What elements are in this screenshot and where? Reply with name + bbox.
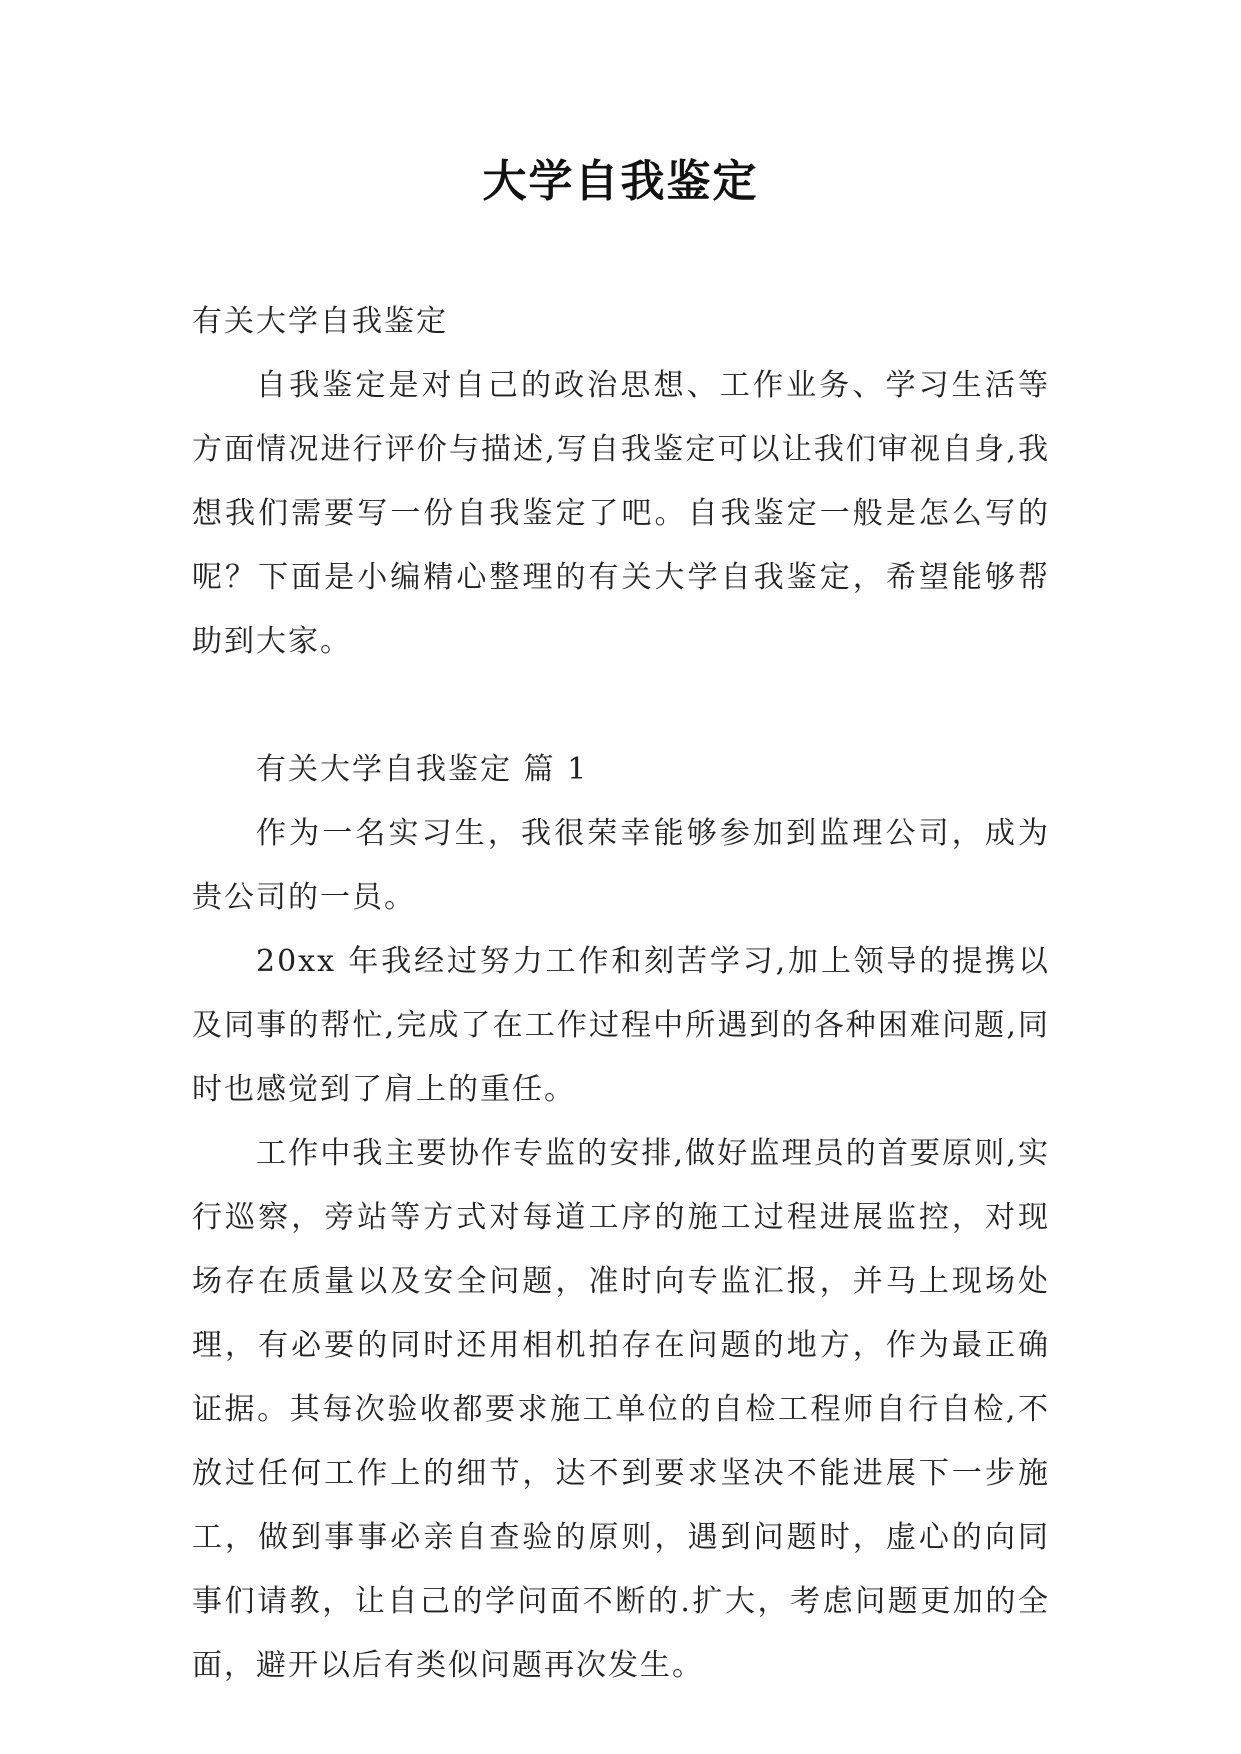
intro-paragraph: 自我鉴定是对自己的政治思想、工作业务、学习生活等方面情况进行评价与描述,写自我鉴定可以让我们审视自身,我想我们需要写一份自我鉴定了吧。自我鉴定一般是怎么写的呢？下面是小编精心整理的有关大学自我鉴定，希望能够帮助到大家。 xyxy=(192,368,1050,659)
body-paragraph: 作为一名实习生，我很荣幸能够参加到监理公司，成为贵公司的一员。 xyxy=(192,816,1050,915)
subtitle: 有关大学自我鉴定 xyxy=(192,304,448,339)
document-body xyxy=(192,290,1050,1698)
body-paragraph: 20xx 年我经过努力工作和刻苦学习,加上领导的提携以及同事的帮忙,完成了在工作过程中所遇到的各种困难问题,同时也感觉到了肩上的重任。 xyxy=(192,944,1050,1107)
section-spacer xyxy=(192,674,1050,738)
document-title: 大学自我鉴定 xyxy=(482,156,759,207)
body-paragraph: 工作中我主要协作专监的安排,做好监理员的首要原则,实行巡察，旁站等方式对每道工序的施工过程进展监控，对现场存在质量以及安全问题，准时向专监汇报，并马上现场处理，有必要的同时还用相机拍存在问题的地方，作为最正确证据。其每次验收都要求施工单位的自检工程师自行自检,不放过任何工作上的细节，达不到要求坚决不能进展下一步施工，做到事事必亲自查验的原则，遇到问题时，虚心的向同事们请教，让自己的学问面不断的.扩大，考虑问题更加的全面，避开以后有类似问题再次发生。 xyxy=(192,1136,1050,1683)
section-heading: 有关大学自我鉴定 篇 1 xyxy=(256,752,589,787)
